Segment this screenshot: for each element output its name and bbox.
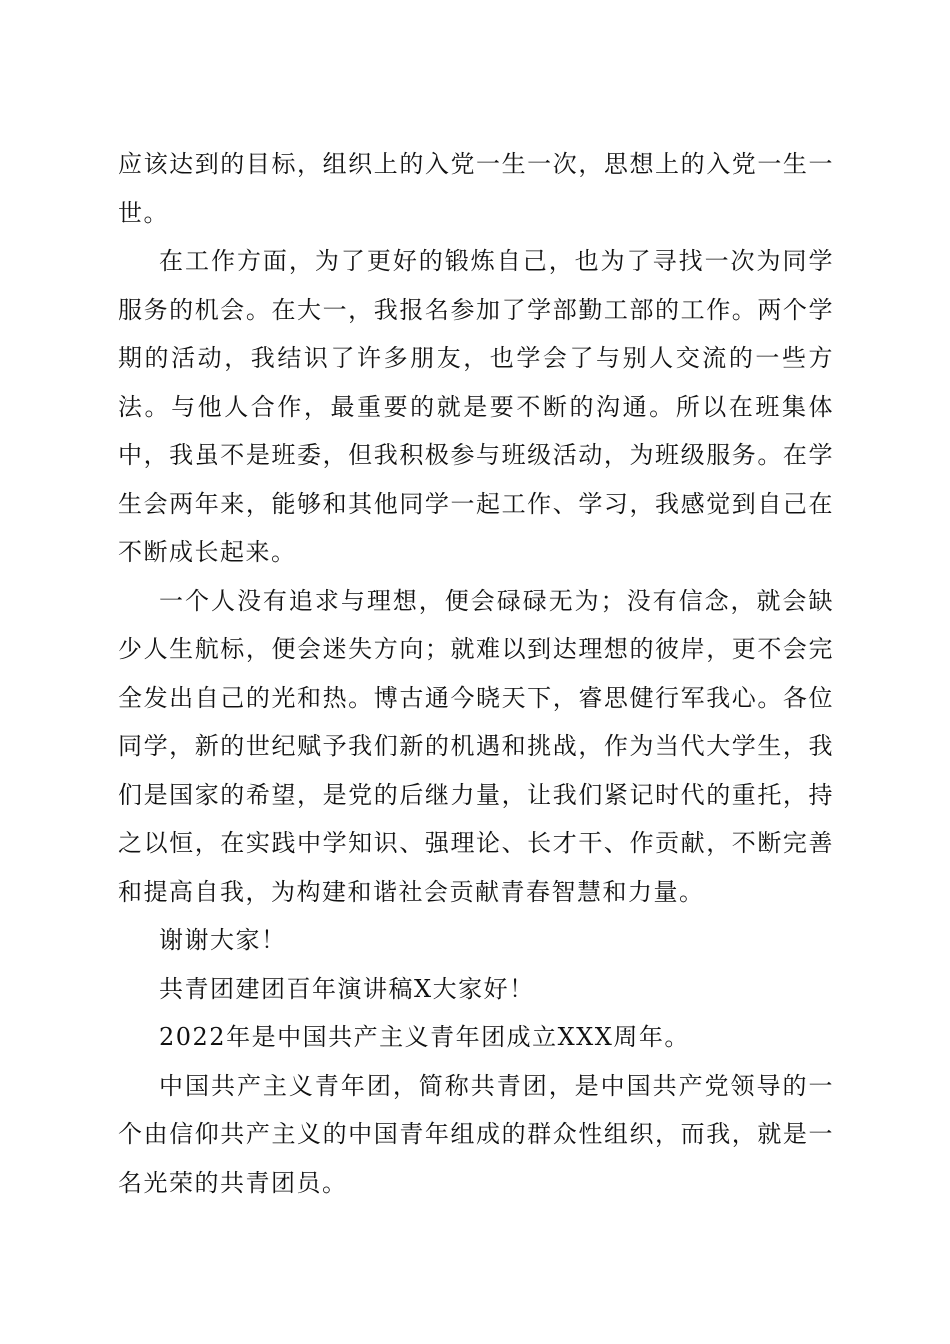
paragraph-work: 在工作方面，为了更好的锻炼自己，也为了寻找一次为同学服务的机会。在大一，我报名参加了学部勤工部的工作。两个学期的活动，我结识了许多朋友，也学会了与别人交流的一些方法。与他人合作，最重要的就是要不断的沟通。所以在班集体中，我虽不是班委，但我积极参与班级活动，为班级服务。在学生会两年来，能够和其他同学一起工作、学习，我感觉到自己在不断成长起来。: [118, 247, 834, 566]
paragraph-thanks: 谢谢大家！: [159, 926, 287, 954]
paragraph-speech-title: 共青团建团百年演讲稿X大家好！: [159, 974, 535, 1003]
paragraph-ideals: 一个人没有追求与理想，便会碌碌无为；没有信念，就会缺少人生航标，便会迷失方向；就难以到达理想的彼岸，更不会完全发出自己的光和热。博古通今晓天下，睿思健行军我心。各位同学，新的世纪赋予我们新的机遇和挑战，作为当代大学生，我们是国家的希望，是党的后继力量，让我们紧记时代的重托，持之以恒，在实践中学知识、强理论、长才干、作贡献，不断完善和提高自我，为构建和谐社会贡献青春智慧和力量。: [118, 586, 834, 906]
paragraph-league-intro: 中国共产主义青年团，简称共青团，是中国共产党领导的一个由信仰共产主义的中国青年组成的群众性组织，而我，就是一名光荣的共青团员。: [118, 1071, 834, 1197]
document-body: [118, 140, 834, 1207]
paragraph-anniversary: 2022年是中国共产主义青年团成立XXX周年。: [159, 1023, 690, 1051]
paragraph-continuation: 应该达到的目标，组织上的入党一生一次，思想上的入党一生一世。: [118, 150, 834, 227]
